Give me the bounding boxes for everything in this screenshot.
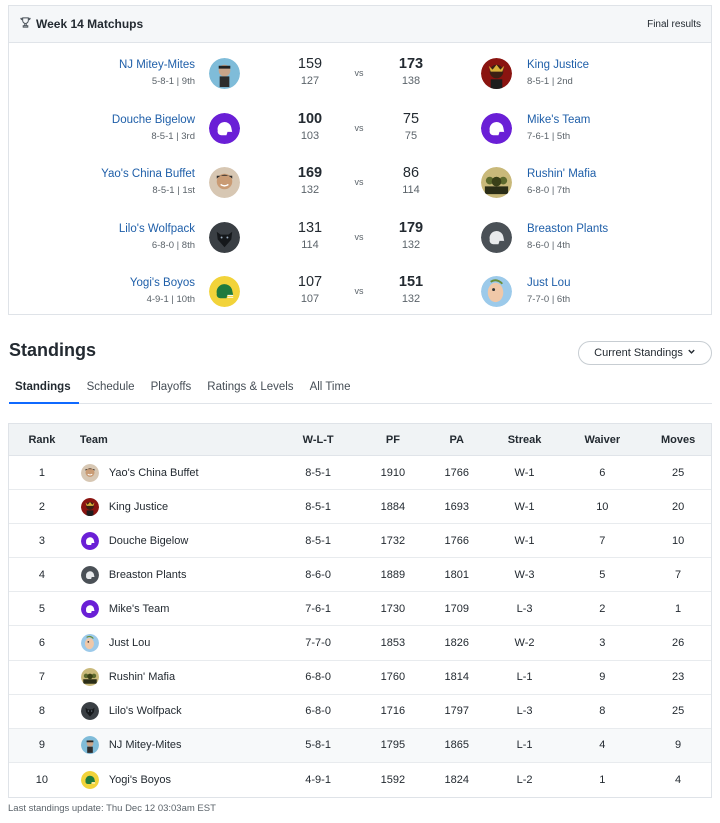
cell-pf: 1910 bbox=[380, 466, 406, 479]
away-team-record: 8-6-0 | 4th bbox=[527, 239, 571, 251]
vs-label: vs bbox=[354, 122, 364, 133]
cell-rank: 9 bbox=[38, 739, 45, 752]
cell-rank: 2 bbox=[38, 500, 45, 513]
home-score: 159 bbox=[297, 56, 323, 72]
away-team-name[interactable]: Mike's Team bbox=[527, 113, 591, 126]
cell-pa: 1814 bbox=[444, 671, 469, 684]
team-name[interactable]: Yogi's Boyos bbox=[108, 773, 172, 786]
table-row[interactable] bbox=[9, 695, 711, 729]
cell-streak: L-2 bbox=[516, 773, 533, 786]
table-body bbox=[9, 456, 711, 797]
cell-streak: L-1 bbox=[516, 671, 533, 684]
team-name[interactable]: Just Lou bbox=[108, 637, 151, 650]
wolf-avatar-icon[interactable] bbox=[209, 222, 240, 253]
cell-rank: 1 bbox=[38, 466, 45, 479]
cell-waiver: 3 bbox=[599, 637, 606, 650]
cell-wlt: 8-5-1 bbox=[305, 534, 331, 547]
cell-wlt: 8-5-1 bbox=[305, 500, 331, 513]
away-team-name[interactable]: King Justice bbox=[527, 59, 590, 71]
purple-helmet-icon[interactable] bbox=[481, 113, 512, 144]
gray-helmet-icon bbox=[81, 566, 99, 584]
smiling-man-avatar-icon bbox=[81, 464, 99, 482]
matchups-header bbox=[9, 6, 711, 43]
away-team-record: 7-7-0 | 6th bbox=[527, 294, 571, 305]
vs-label: vs bbox=[354, 68, 364, 78]
standings-table bbox=[8, 423, 712, 798]
last-update: Last standings update: Thu Dec 12 03:03am EST bbox=[8, 803, 216, 814]
cell-wlt: 8-6-0 bbox=[305, 568, 331, 581]
home-team-record: 8-5-1 | 3rd bbox=[151, 130, 195, 142]
cell-wlt: 8-5-1 bbox=[305, 466, 331, 479]
chevron-down-icon bbox=[687, 347, 696, 359]
home-team-name[interactable]: Yao's China Buffet bbox=[101, 168, 195, 180]
cell-moves: 25 bbox=[671, 705, 685, 718]
away-team-name[interactable]: Rushin' Mafia bbox=[527, 168, 597, 180]
cell-rank: 3 bbox=[38, 534, 45, 547]
matchup-row[interactable] bbox=[9, 210, 711, 265]
away-projected: 114 bbox=[402, 184, 420, 196]
cell-wlt: 7-6-1 bbox=[305, 602, 331, 615]
team-name[interactable]: Mike's Team bbox=[108, 602, 170, 615]
cell-team[interactable] bbox=[75, 668, 274, 686]
cell-pf: 1732 bbox=[380, 534, 406, 547]
home-projected: 132 bbox=[300, 184, 320, 196]
cell-pf: 1730 bbox=[380, 602, 406, 615]
team-name[interactable]: Yao's China Buffet bbox=[108, 466, 199, 479]
home-projected: 127 bbox=[300, 75, 320, 87]
home-team-name[interactable]: Lilo's Wolfpack bbox=[118, 222, 195, 235]
cell-pf: 1795 bbox=[380, 739, 406, 752]
cell-team[interactable] bbox=[75, 600, 274, 618]
matchup-list bbox=[9, 46, 711, 319]
table-header bbox=[9, 424, 711, 456]
away-score: 151 bbox=[398, 274, 424, 290]
cell-pf: 1853 bbox=[380, 637, 406, 650]
away-team-name[interactable]: Just Lou bbox=[527, 277, 571, 289]
team-name[interactable]: Rushin' Mafia bbox=[108, 671, 176, 684]
standings-view-label: Current Standings bbox=[594, 347, 683, 359]
purple-helmet-icon[interactable] bbox=[209, 113, 240, 144]
cell-pa: 1709 bbox=[444, 602, 469, 615]
cell-rank: 4 bbox=[38, 568, 45, 581]
matchup-row[interactable] bbox=[9, 264, 711, 319]
home-projected: 103 bbox=[300, 129, 320, 142]
cell-pa: 1797 bbox=[444, 705, 469, 718]
home-projected: 107 bbox=[300, 293, 320, 305]
away-projected: 75 bbox=[404, 129, 418, 142]
purple-helmet-icon bbox=[81, 532, 99, 550]
vs-label: vs bbox=[354, 231, 364, 242]
tab-all-time[interactable]: All Time bbox=[309, 381, 351, 393]
col-waiver[interactable]: Waiver bbox=[584, 433, 621, 446]
away-projected: 132 bbox=[401, 238, 421, 251]
cell-waiver: 6 bbox=[599, 466, 606, 479]
away-team-name[interactable]: Breaston Plants bbox=[527, 222, 609, 235]
vs-label: vs bbox=[354, 286, 364, 296]
away-team-record: 6-8-0 | 7th bbox=[527, 185, 571, 196]
home-score: 100 bbox=[297, 110, 323, 127]
cell-team[interactable] bbox=[75, 464, 274, 482]
cell-rank: 10 bbox=[35, 773, 49, 786]
cell-moves: 10 bbox=[671, 534, 685, 547]
cell-waiver: 2 bbox=[599, 602, 606, 615]
home-score: 169 bbox=[297, 165, 323, 181]
matchup-row[interactable] bbox=[9, 46, 711, 101]
cell-pa: 1766 bbox=[444, 466, 469, 479]
cell-waiver: 8 bbox=[599, 705, 606, 718]
home-team-name[interactable]: Douche Bigelow bbox=[111, 113, 195, 126]
cell-streak: L-3 bbox=[516, 602, 533, 615]
cell-waiver: 9 bbox=[599, 671, 606, 684]
matchup-row[interactable] bbox=[9, 101, 711, 156]
away-score: 86 bbox=[402, 165, 420, 181]
cell-wlt: 6-8-0 bbox=[305, 705, 331, 718]
matchup-row[interactable] bbox=[9, 155, 711, 210]
smiling-man-avatar-icon[interactable] bbox=[209, 167, 240, 198]
cell-team[interactable] bbox=[75, 634, 274, 652]
away-team-record: 8-5-1 | 2nd bbox=[527, 76, 573, 87]
cell-moves: 25 bbox=[671, 466, 685, 479]
home-score: 131 bbox=[297, 219, 323, 236]
cell-moves: 23 bbox=[671, 671, 685, 684]
cell-pf: 1889 bbox=[380, 568, 406, 581]
cell-team[interactable] bbox=[75, 498, 274, 516]
table-row[interactable] bbox=[9, 456, 711, 490]
team-name[interactable]: NJ Mitey-Mites bbox=[108, 739, 182, 752]
cell-moves: 9 bbox=[675, 739, 682, 752]
cell-rank: 7 bbox=[38, 671, 45, 684]
cell-wlt: 5-8-1 bbox=[305, 739, 331, 752]
cell-pf: 1716 bbox=[380, 705, 406, 718]
cell-pa: 1865 bbox=[444, 739, 469, 752]
team-name[interactable]: Lilo's Wolfpack bbox=[108, 705, 182, 718]
cell-streak: W-2 bbox=[514, 637, 535, 650]
matchups-title-wrap bbox=[19, 16, 143, 32]
cell-streak: W-3 bbox=[514, 568, 535, 581]
cell-pa: 1801 bbox=[444, 568, 469, 581]
cell-team[interactable] bbox=[75, 702, 274, 720]
cell-waiver: 10 bbox=[596, 500, 609, 513]
home-team-record: 6-8-0 | 8th bbox=[151, 239, 195, 251]
cell-streak: W-1 bbox=[514, 466, 535, 479]
cell-moves: 26 bbox=[671, 637, 685, 650]
col-pa[interactable]: PA bbox=[449, 433, 464, 446]
cell-rank: 8 bbox=[38, 705, 45, 718]
table-row[interactable] bbox=[9, 558, 711, 592]
col-team[interactable]: Team bbox=[79, 433, 108, 446]
col-moves[interactable]: Moves bbox=[660, 433, 696, 446]
cartoon-character-avatar-icon bbox=[81, 634, 99, 652]
green-yellow-helmet-icon[interactable] bbox=[209, 276, 240, 307]
cell-pa: 1826 bbox=[444, 637, 469, 650]
home-team-record: 5-8-1 | 9th bbox=[151, 76, 195, 87]
tab-standings[interactable]: Standings bbox=[9, 375, 79, 404]
cell-pf: 1592 bbox=[380, 773, 406, 786]
away-score: 75 bbox=[402, 110, 420, 127]
table-row[interactable] bbox=[9, 490, 711, 524]
cell-wlt: 7-7-0 bbox=[305, 637, 331, 650]
away-projected: 132 bbox=[401, 293, 421, 305]
cartoon-man-avatar-icon bbox=[81, 736, 99, 754]
cell-wlt: 4-9-1 bbox=[305, 773, 331, 786]
table-row[interactable] bbox=[9, 524, 711, 558]
cell-team[interactable] bbox=[75, 566, 274, 584]
cell-moves: 7 bbox=[675, 568, 682, 581]
col-streak[interactable]: Streak bbox=[507, 433, 542, 446]
matchups-card bbox=[8, 5, 712, 315]
cell-waiver: 5 bbox=[599, 568, 606, 581]
cell-wlt: 6-8-0 bbox=[305, 671, 331, 684]
table-row[interactable] bbox=[9, 763, 711, 797]
rapper-avatar-icon bbox=[81, 498, 99, 516]
cell-team[interactable] bbox=[75, 736, 274, 754]
col-pf[interactable]: PF bbox=[385, 433, 400, 446]
gray-helmet-icon[interactable] bbox=[481, 222, 512, 253]
team-name[interactable]: Douche Bigelow bbox=[108, 534, 189, 547]
home-projected: 114 bbox=[301, 238, 319, 251]
mafia-group-avatar-icon bbox=[81, 668, 99, 686]
green-yellow-helmet-icon bbox=[81, 771, 99, 789]
matchups-title: Week 14 Matchups bbox=[36, 17, 144, 31]
away-team-record: 7-6-1 | 5th bbox=[527, 130, 571, 142]
home-score: 107 bbox=[297, 274, 323, 290]
team-name[interactable]: Breaston Plants bbox=[108, 568, 187, 581]
cell-pa: 1766 bbox=[444, 534, 469, 547]
home-team-record: 4-9-1 | 10th bbox=[146, 294, 195, 305]
cell-rank: 6 bbox=[38, 637, 45, 650]
home-team-name[interactable]: Yogi's Boyos bbox=[129, 277, 195, 289]
standings-title: Standings bbox=[9, 340, 97, 360]
standings-tabs bbox=[9, 375, 712, 404]
trophy-icon bbox=[19, 16, 32, 32]
cell-moves: 20 bbox=[671, 500, 685, 513]
col-wlt[interactable]: W-L-T bbox=[302, 433, 334, 446]
home-team-name[interactable]: NJ Mitey-Mites bbox=[118, 59, 195, 71]
home-team-record: 8-5-1 | 1st bbox=[152, 185, 195, 196]
standings-view-select[interactable] bbox=[578, 341, 712, 365]
team-name[interactable]: King Justice bbox=[108, 500, 169, 513]
table-row[interactable] bbox=[9, 592, 711, 626]
purple-helmet-icon bbox=[81, 600, 99, 618]
cell-pf: 1884 bbox=[380, 500, 406, 513]
tab-playoffs[interactable]: Playoffs bbox=[150, 381, 192, 393]
cell-moves: 1 bbox=[675, 602, 682, 615]
tab-schedule[interactable]: Schedule bbox=[86, 381, 135, 393]
rapper-avatar-icon[interactable] bbox=[481, 58, 512, 89]
cartoon-man-avatar-icon[interactable] bbox=[209, 58, 240, 89]
table-row[interactable] bbox=[9, 661, 711, 695]
wolf-avatar-icon bbox=[81, 702, 99, 720]
cell-streak: L-1 bbox=[516, 739, 533, 752]
vs-label: vs bbox=[354, 177, 364, 187]
table-row[interactable] bbox=[9, 626, 711, 660]
cell-team[interactable] bbox=[75, 532, 274, 550]
cell-streak: W-1 bbox=[514, 534, 535, 547]
cartoon-character-avatar-icon[interactable] bbox=[481, 276, 512, 307]
table-row[interactable] bbox=[9, 729, 711, 763]
cell-team[interactable] bbox=[75, 771, 274, 789]
away-score: 179 bbox=[398, 219, 424, 236]
col-rank[interactable]: Rank bbox=[28, 433, 56, 446]
cell-pf: 1760 bbox=[380, 671, 406, 684]
cell-waiver: 1 bbox=[599, 773, 606, 786]
cell-waiver: 7 bbox=[599, 534, 606, 547]
away-score: 173 bbox=[398, 56, 424, 72]
cell-pa: 1693 bbox=[444, 500, 469, 513]
matchups-status: Final results bbox=[647, 18, 701, 30]
away-projected: 138 bbox=[401, 75, 421, 87]
cell-pa: 1824 bbox=[444, 773, 469, 786]
tab-ratings-levels[interactable]: Ratings & Levels bbox=[207, 381, 294, 393]
cell-moves: 4 bbox=[675, 773, 682, 786]
cell-streak: L-3 bbox=[516, 705, 533, 718]
cell-rank: 5 bbox=[38, 602, 45, 615]
mafia-group-avatar-icon[interactable] bbox=[481, 167, 512, 198]
cell-streak: W-1 bbox=[514, 500, 535, 513]
cell-waiver: 4 bbox=[599, 739, 606, 752]
